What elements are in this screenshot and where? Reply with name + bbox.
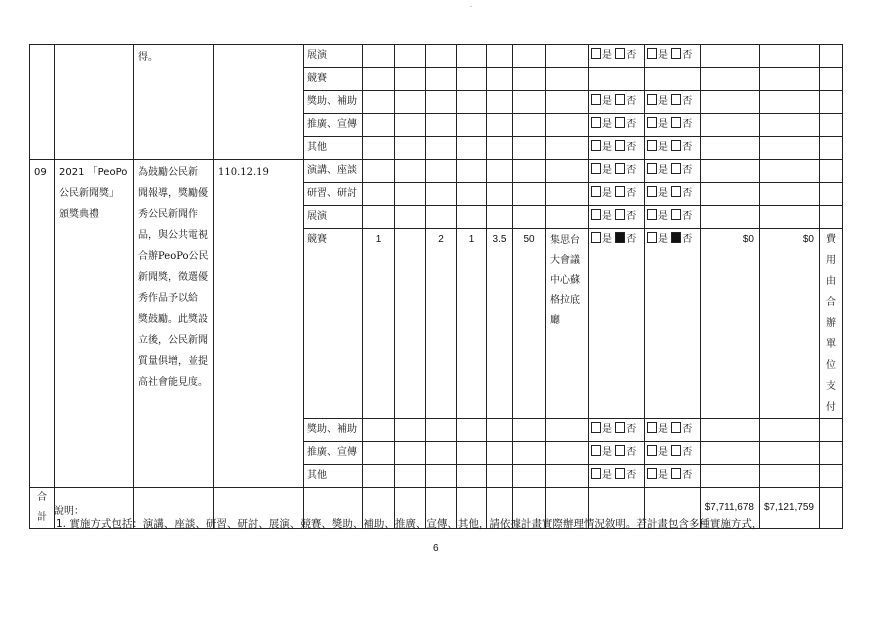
empty-cell (820, 160, 843, 183)
empty-cell (426, 114, 457, 137)
empty-cell (760, 114, 820, 137)
empty-cell (701, 465, 760, 488)
empty-cell (760, 442, 820, 465)
category-label: 推廣、宣傳 (304, 442, 363, 465)
empty-cell (820, 68, 843, 91)
count-2 (395, 229, 426, 419)
empty-cell (395, 91, 426, 114)
empty-cell (457, 114, 487, 137)
checkbox-yes-label: 是 (658, 470, 668, 481)
table-row (30, 160, 843, 183)
checkbox-yes-label: 是 (658, 447, 668, 458)
yes-no-checkbox-group (645, 442, 701, 465)
empty-cell (701, 419, 760, 442)
empty-cell (457, 419, 487, 442)
checkbox-no-label: 否 (626, 234, 637, 245)
empty-cell (546, 91, 589, 114)
checkbox-no-label: 否 (682, 424, 693, 435)
checkbox-yes-label: 是 (658, 188, 668, 199)
checkbox-no-label: 否 (682, 447, 693, 458)
checkbox-no-label: 否 (626, 142, 637, 153)
yes-no-checkbox-group (589, 183, 645, 206)
checkbox-no[interactable] (671, 468, 681, 479)
empty-cell (820, 114, 843, 137)
empty-cell (487, 465, 513, 488)
empty-cell (55, 45, 134, 160)
empty-cell (701, 137, 760, 160)
checkbox-no[interactable] (615, 94, 625, 105)
empty-cell (487, 45, 513, 68)
empty-cell (546, 160, 589, 183)
checkbox-yes-label: 是 (658, 211, 668, 222)
checkbox-yes-label: 是 (602, 188, 612, 199)
empty-cell (513, 68, 546, 91)
empty-cell (546, 45, 589, 68)
empty-cell (513, 114, 546, 137)
empty-cell (426, 160, 457, 183)
checkbox-yes-label: 是 (602, 119, 612, 130)
category-label: 推廣、宣傳 (304, 114, 363, 137)
checkbox-yes-label: 是 (602, 211, 612, 222)
attendance: 50 (513, 229, 546, 419)
activity-number (30, 160, 55, 488)
yes-no-checkbox-group (645, 160, 701, 183)
checkbox-yes[interactable] (591, 422, 601, 433)
checkbox-no-label: 否 (626, 470, 637, 481)
empty-cell (457, 137, 487, 160)
empty-cell (395, 137, 426, 160)
activity-name (55, 160, 134, 488)
empty-cell (487, 419, 513, 442)
empty-cell (30, 45, 55, 160)
yes-no-checkbox-group (589, 419, 645, 442)
checkbox-yes[interactable] (647, 232, 657, 243)
empty-cell (760, 160, 820, 183)
empty-cell (487, 206, 513, 229)
empty-cell (701, 183, 760, 206)
empty-cell (820, 137, 843, 160)
empty-cell (513, 137, 546, 160)
category-label: 獎助、補助 (304, 419, 363, 442)
checkbox-yes-label: 是 (602, 165, 612, 176)
empty-cell (426, 137, 457, 160)
empty-cell (513, 45, 546, 68)
empty-cell (457, 442, 487, 465)
empty-cell (589, 68, 645, 91)
yes-no-checkbox-group (645, 465, 701, 488)
empty-cell (546, 183, 589, 206)
empty-cell (487, 160, 513, 183)
category-label: 演講、座談 (304, 160, 363, 183)
checkbox-yes[interactable] (647, 186, 657, 197)
checkbox-no[interactable] (615, 209, 625, 220)
empty-cell (645, 68, 701, 91)
empty-cell (363, 206, 395, 229)
empty-cell (214, 45, 304, 160)
checkbox-no[interactable] (615, 163, 625, 174)
empty-cell (363, 183, 395, 206)
checkbox-yes[interactable] (591, 209, 601, 220)
total-actual-amount: $7,121,759 (760, 488, 820, 529)
empty-cell (426, 206, 457, 229)
yes-no-checkbox-group (645, 137, 701, 160)
empty-cell (487, 91, 513, 114)
empty-cell (760, 91, 820, 114)
empty-cell (487, 68, 513, 91)
notes-item-1: 1. 實施方式包括：演講、座談、研習、研討、展演、競賽、獎助、補助、推廣、宣傳、其他，請依據計畫實際辦理情況敘明。若計畫包含多種實施方式， (56, 518, 763, 530)
checkbox-yes-label: 是 (658, 234, 668, 245)
empty-cell (820, 419, 843, 442)
checkbox-yes-label: 是 (602, 234, 612, 245)
notes-title: 說明： (54, 506, 84, 517)
checkbox-no[interactable] (671, 186, 681, 197)
activity-name-text: 2021 「PeoPo 公民新聞獎」 頒獎典禮 (59, 167, 128, 220)
checkbox-no-label: 否 (682, 142, 693, 153)
checkbox-no-label: 否 (682, 234, 693, 245)
activity-number-text: 09 (34, 167, 47, 178)
count-4: 1 (457, 229, 487, 419)
remark-text: 費 用 由 合 辦 單 位 支 付 (826, 234, 836, 413)
empty-cell (760, 419, 820, 442)
empty-cell (701, 45, 760, 68)
empty-cell (760, 206, 820, 229)
empty-cell (513, 206, 546, 229)
checkbox-no-label: 否 (626, 96, 637, 107)
yes-no-checkbox-group (645, 229, 701, 419)
checkbox-yes[interactable] (647, 48, 657, 59)
checkbox-yes[interactable] (647, 140, 657, 151)
empty-cell (760, 183, 820, 206)
empty-cell (363, 465, 395, 488)
empty-cell (820, 442, 843, 465)
activity-description (134, 160, 214, 488)
empty-cell (820, 183, 843, 206)
empty-cell (457, 45, 487, 68)
checkbox-yes[interactable] (591, 468, 601, 479)
description-fragment (134, 45, 214, 160)
checkbox-no[interactable] (671, 48, 681, 59)
checkbox-no-label: 否 (682, 165, 693, 176)
checkbox-no[interactable] (671, 140, 681, 151)
empty-cell (426, 91, 457, 114)
checkbox-yes[interactable] (647, 468, 657, 479)
category-label: 其他 (304, 137, 363, 160)
budget-amount: $0 (701, 229, 760, 419)
checkbox-no-label: 否 (626, 119, 637, 130)
scan-mark: · (470, 3, 473, 11)
empty-cell (760, 137, 820, 160)
table-row (30, 45, 843, 68)
checkbox-no[interactable] (671, 232, 681, 243)
empty-cell (701, 160, 760, 183)
checkbox-no[interactable] (671, 422, 681, 433)
yes-no-checkbox-group (589, 160, 645, 183)
checkbox-yes[interactable] (647, 209, 657, 220)
yes-no-checkbox-group (645, 419, 701, 442)
empty-cell (363, 442, 395, 465)
checkbox-no[interactable] (615, 422, 625, 433)
empty-cell (426, 465, 457, 488)
checkbox-no-label: 否 (626, 188, 637, 199)
empty-cell (546, 206, 589, 229)
checkbox-no-label: 否 (626, 211, 637, 222)
yes-no-checkbox-group (589, 465, 645, 488)
category-label: 競賽 (304, 229, 363, 419)
checkbox-no-label: 否 (682, 119, 693, 130)
empty-cell (701, 114, 760, 137)
checkbox-yes[interactable] (647, 445, 657, 456)
empty-cell (513, 160, 546, 183)
checkbox-yes-label: 是 (602, 424, 612, 435)
yes-no-checkbox-group (589, 45, 645, 68)
empty-cell (395, 114, 426, 137)
category-label: 獎助、補助 (304, 91, 363, 114)
description-text: 得。 (138, 52, 158, 63)
yes-no-checkbox-group (645, 45, 701, 68)
empty-cell (760, 465, 820, 488)
checkbox-yes[interactable] (591, 117, 601, 128)
empty-cell (820, 465, 843, 488)
page-number: 6 (433, 543, 439, 554)
empty-cell (546, 114, 589, 137)
empty-cell (363, 68, 395, 91)
empty-cell (395, 45, 426, 68)
empty-cell (513, 419, 546, 442)
yes-no-checkbox-group (645, 206, 701, 229)
checkbox-yes-label: 是 (602, 447, 612, 458)
remark (820, 229, 843, 419)
checkbox-no-label: 否 (626, 424, 637, 435)
yes-no-checkbox-group (589, 229, 645, 419)
checkbox-no[interactable] (615, 140, 625, 151)
empty-cell (513, 183, 546, 206)
empty-cell (513, 442, 546, 465)
yes-no-checkbox-group (589, 137, 645, 160)
category-label: 展演 (304, 45, 363, 68)
yes-no-checkbox-group (589, 91, 645, 114)
empty-cell (546, 68, 589, 91)
yes-no-checkbox-group (645, 183, 701, 206)
checkbox-yes[interactable] (591, 94, 601, 105)
empty-cell (363, 419, 395, 442)
empty-cell (820, 91, 843, 114)
empty-cell (395, 419, 426, 442)
yes-no-checkbox-group (645, 91, 701, 114)
empty-cell (701, 206, 760, 229)
checkbox-no[interactable] (671, 445, 681, 456)
checkbox-no[interactable] (615, 232, 625, 243)
empty-cell (457, 68, 487, 91)
checkbox-no[interactable] (671, 94, 681, 105)
empty-cell (760, 45, 820, 68)
checkbox-yes-label: 是 (658, 119, 668, 130)
empty-cell (426, 442, 457, 465)
category-label: 展演 (304, 206, 363, 229)
empty-cell (395, 206, 426, 229)
empty-cell (457, 160, 487, 183)
empty-cell (363, 160, 395, 183)
checkbox-no[interactable] (615, 468, 625, 479)
checkbox-yes-label: 是 (658, 424, 668, 435)
empty-cell (820, 488, 843, 529)
checkbox-yes[interactable] (591, 445, 601, 456)
empty-cell (426, 419, 457, 442)
activity-table (29, 44, 843, 529)
checkbox-yes-label: 是 (602, 96, 612, 107)
checkbox-yes-label: 是 (658, 165, 668, 176)
empty-cell (457, 206, 487, 229)
empty-cell (363, 137, 395, 160)
participants-count: 1 (363, 229, 395, 419)
actual-amount: $0 (760, 229, 820, 419)
checkbox-no[interactable] (671, 117, 681, 128)
category-label: 其他 (304, 465, 363, 488)
total-budget-amount: $7,711,678 (701, 488, 760, 529)
empty-cell (457, 183, 487, 206)
activity-date (214, 160, 304, 488)
total-label-text: 合 計 (37, 492, 47, 523)
checkbox-no-label: 否 (682, 470, 693, 481)
checkbox-yes[interactable] (591, 232, 601, 243)
empty-cell (395, 160, 426, 183)
checkbox-no-label: 否 (682, 188, 693, 199)
checkbox-yes-label: 是 (602, 470, 612, 481)
yes-no-checkbox-group (589, 114, 645, 137)
empty-cell (395, 465, 426, 488)
empty-cell (513, 91, 546, 114)
checkbox-yes-label: 是 (658, 96, 668, 107)
empty-cell (487, 114, 513, 137)
checkbox-no-label: 否 (682, 96, 693, 107)
checkbox-no[interactable] (615, 48, 625, 59)
empty-cell (363, 91, 395, 114)
empty-cell (426, 45, 457, 68)
checkbox-no[interactable] (671, 163, 681, 174)
checkbox-no[interactable] (615, 186, 625, 197)
category-label: 競賽 (304, 68, 363, 91)
empty-cell (487, 442, 513, 465)
empty-cell (457, 465, 487, 488)
checkbox-yes[interactable] (591, 48, 601, 59)
yes-no-checkbox-group (589, 442, 645, 465)
total-label (30, 488, 55, 529)
checkbox-yes[interactable] (591, 186, 601, 197)
checkbox-yes[interactable] (591, 163, 601, 174)
empty-cell (487, 137, 513, 160)
empty-cell (363, 114, 395, 137)
empty-cell (701, 91, 760, 114)
venue (546, 229, 589, 419)
empty-cell (395, 183, 426, 206)
empty-cell (546, 442, 589, 465)
empty-cell (701, 442, 760, 465)
empty-cell (395, 68, 426, 91)
empty-cell (546, 419, 589, 442)
checkbox-no-label: 否 (682, 50, 693, 61)
activity-date-text: 110.12.19 (218, 167, 269, 178)
empty-cell (546, 465, 589, 488)
checkbox-no-label: 否 (626, 447, 637, 458)
empty-cell (820, 206, 843, 229)
checkbox-yes-label: 是 (602, 50, 612, 61)
empty-cell (546, 137, 589, 160)
checkbox-yes[interactable] (647, 94, 657, 105)
activity-description-text: 為鼓勵公民新 聞報導，獎勵優 秀公民新聞作 品，與公共電視 合辦PeoPo公民 新聞獎，徵選優 秀作品予以給 獎鼓勵。此獎設 立後，公民新聞 質量俱增，並提 高社會能見度。 (138, 167, 209, 388)
empty-cell (426, 183, 457, 206)
empty-cell (760, 68, 820, 91)
count-3: 2 (426, 229, 457, 419)
hours: 3.5 (487, 229, 513, 419)
empty-cell (513, 465, 546, 488)
checkbox-no[interactable] (671, 209, 681, 220)
checkbox-yes[interactable] (647, 422, 657, 433)
checkbox-yes[interactable] (591, 140, 601, 151)
venue-text: 集思台 大會議 中心蘇 格拉底 廳 (550, 235, 580, 326)
checkbox-yes[interactable] (647, 117, 657, 128)
checkbox-yes-label: 是 (602, 142, 612, 153)
yes-no-checkbox-group (645, 114, 701, 137)
yes-no-checkbox-group (589, 206, 645, 229)
empty-cell (363, 45, 395, 68)
checkbox-yes-label: 是 (658, 50, 668, 61)
empty-cell (701, 68, 760, 91)
empty-cell (820, 45, 843, 68)
empty-cell (426, 68, 457, 91)
checkbox-no-label: 否 (682, 211, 693, 222)
checkbox-no[interactable] (615, 117, 625, 128)
empty-cell (395, 442, 426, 465)
empty-cell (457, 91, 487, 114)
checkbox-no[interactable] (615, 445, 625, 456)
empty-cell (487, 183, 513, 206)
checkbox-no-label: 否 (626, 165, 637, 176)
category-label: 研習、研討 (304, 183, 363, 206)
checkbox-no-label: 否 (626, 50, 637, 61)
checkbox-yes[interactable] (647, 163, 657, 174)
checkbox-yes-label: 是 (658, 142, 668, 153)
